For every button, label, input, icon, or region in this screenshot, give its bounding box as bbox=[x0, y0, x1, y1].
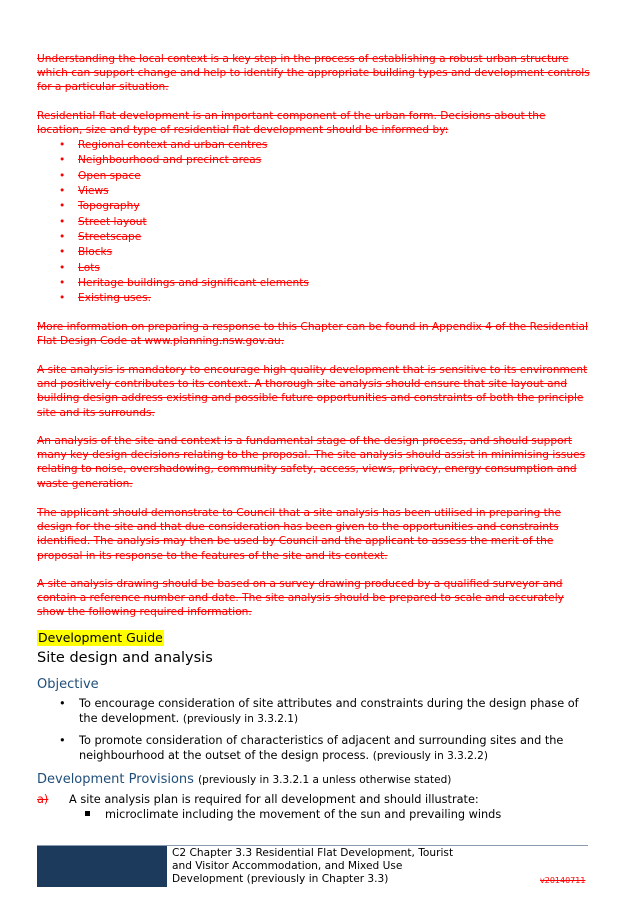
deleted-paragraph-site-analysis-drawing: A site analysis drawing should be based on a survey drawing produced by a qualified surveyor and contain a reference number and date. The site analysis should be prepared to scale and accurately show the following required information. bbox=[37, 578, 564, 619]
list-item: • Blocks bbox=[37, 245, 309, 260]
deleted-paragraph-analysis-context: An analysis of the site and context is a fundamental stage of the design process, and should support many key design decisions relating to the proposal. The site analysis should assist in minimising issues relating to noise, overshadowing, community safety, access, views, privacy, energy consumption and waste generation. bbox=[37, 435, 586, 490]
list-item: • Heritage buildings and significant elements bbox=[37, 276, 309, 291]
provisions-heading: Development Provisions (previously in 3.3.2.1 a unless otherwise stated) bbox=[37, 772, 452, 787]
list-item: • Streetscape bbox=[37, 230, 309, 245]
bullet-icon: • bbox=[59, 200, 66, 213]
bullet-icon: • bbox=[59, 697, 66, 710]
objective-item: • To encourage consideration of site attributes and constraints during the design phase of the development. (previously in 3.3.2.1) bbox=[59, 697, 579, 725]
list-item: • Open space bbox=[37, 169, 309, 184]
list-item: • Neighbourhood and precinct areas bbox=[37, 153, 309, 168]
bullet-icon: • bbox=[59, 734, 66, 747]
bullet-icon: • bbox=[59, 139, 66, 151]
footer-text: C2 Chapter 3.3 Residential Flat Development, Tourist and Visitor Accommodation, and Mixed Use Development (previously in Chapter 3.3) bbox=[172, 847, 454, 886]
bullet-icon: • bbox=[59, 246, 66, 259]
list-item: • Street layout bbox=[37, 215, 309, 230]
deleted-paragraph-more-information: More information on preparing a response to this Chapter can be found in Appendix 4 of the Residential Flat Design Code at www.planning.nsw.gov.au. bbox=[37, 321, 588, 348]
list-item: • Regional context and urban centres bbox=[37, 138, 309, 153]
list-item: • Topography bbox=[37, 199, 309, 214]
deleted-paragraph-local-context: Understanding the local context is a key step in the process of establishing a robust urban structure which can support change and help to identify the appropriate building types and development controls for a particular situation. bbox=[37, 53, 590, 94]
list-item: • Lots bbox=[37, 261, 309, 276]
footer-version: v20140711 bbox=[540, 876, 586, 885]
deleted-paragraph-site-analysis-mandatory: A site analysis is mandatory to encourage high quality development that is sensitive to its environment and positively contributes to its context. A thorough site analysis should ensure that site layout and building design address existing and possible future opportunities and constraints of both the principle site and its surrounds. bbox=[37, 364, 588, 419]
bullet-icon: • bbox=[59, 169, 66, 182]
bullet-icon: • bbox=[59, 292, 66, 305]
bullet-icon: • bbox=[59, 154, 66, 167]
development-guide-label: Development Guide bbox=[38, 630, 163, 645]
deleted-paragraph-residential-flat: Residential flat development is an important component of the urban form. Decisions about the location, size and type of residential flat development should be informed by: bbox=[37, 110, 546, 137]
provision-sub-item: microclimate including the movement of the sun and prevailing winds bbox=[85, 808, 501, 822]
provision-item-text: A site analysis plan is required for all development and should illustrate: bbox=[69, 793, 479, 806]
deleted-bullet-list bbox=[37, 138, 309, 307]
square-bullet-icon bbox=[85, 811, 90, 816]
section-title: Site design and analysis bbox=[37, 650, 213, 666]
bullet-icon: • bbox=[59, 261, 66, 274]
bullet-icon: • bbox=[59, 185, 66, 198]
list-item: • Views bbox=[37, 184, 309, 199]
objective-heading: Objective bbox=[37, 677, 99, 692]
list-item: • Existing uses. bbox=[37, 291, 309, 306]
footer-color-block bbox=[37, 846, 167, 887]
bullet-icon: • bbox=[59, 231, 66, 244]
bullet-icon: • bbox=[59, 277, 66, 290]
objective-item: • To promote consideration of characteristics of adjacent and surrounding sites and the neighbourhood at the outset of the design process. (previously in 3.3.2.2) bbox=[59, 734, 564, 762]
provision-item-label: a) bbox=[37, 793, 49, 806]
deleted-paragraph-applicant: The applicant should demonstrate to Council that a site analysis has been utilised in preparing the design for the site and that due consideration has been given to the opportunities and constraints identified. The analysis may then be used by Council and the applicant to assess the merit of the proposal in its response to the features of the site and its context. bbox=[37, 507, 561, 562]
bullet-icon: • bbox=[59, 215, 66, 228]
